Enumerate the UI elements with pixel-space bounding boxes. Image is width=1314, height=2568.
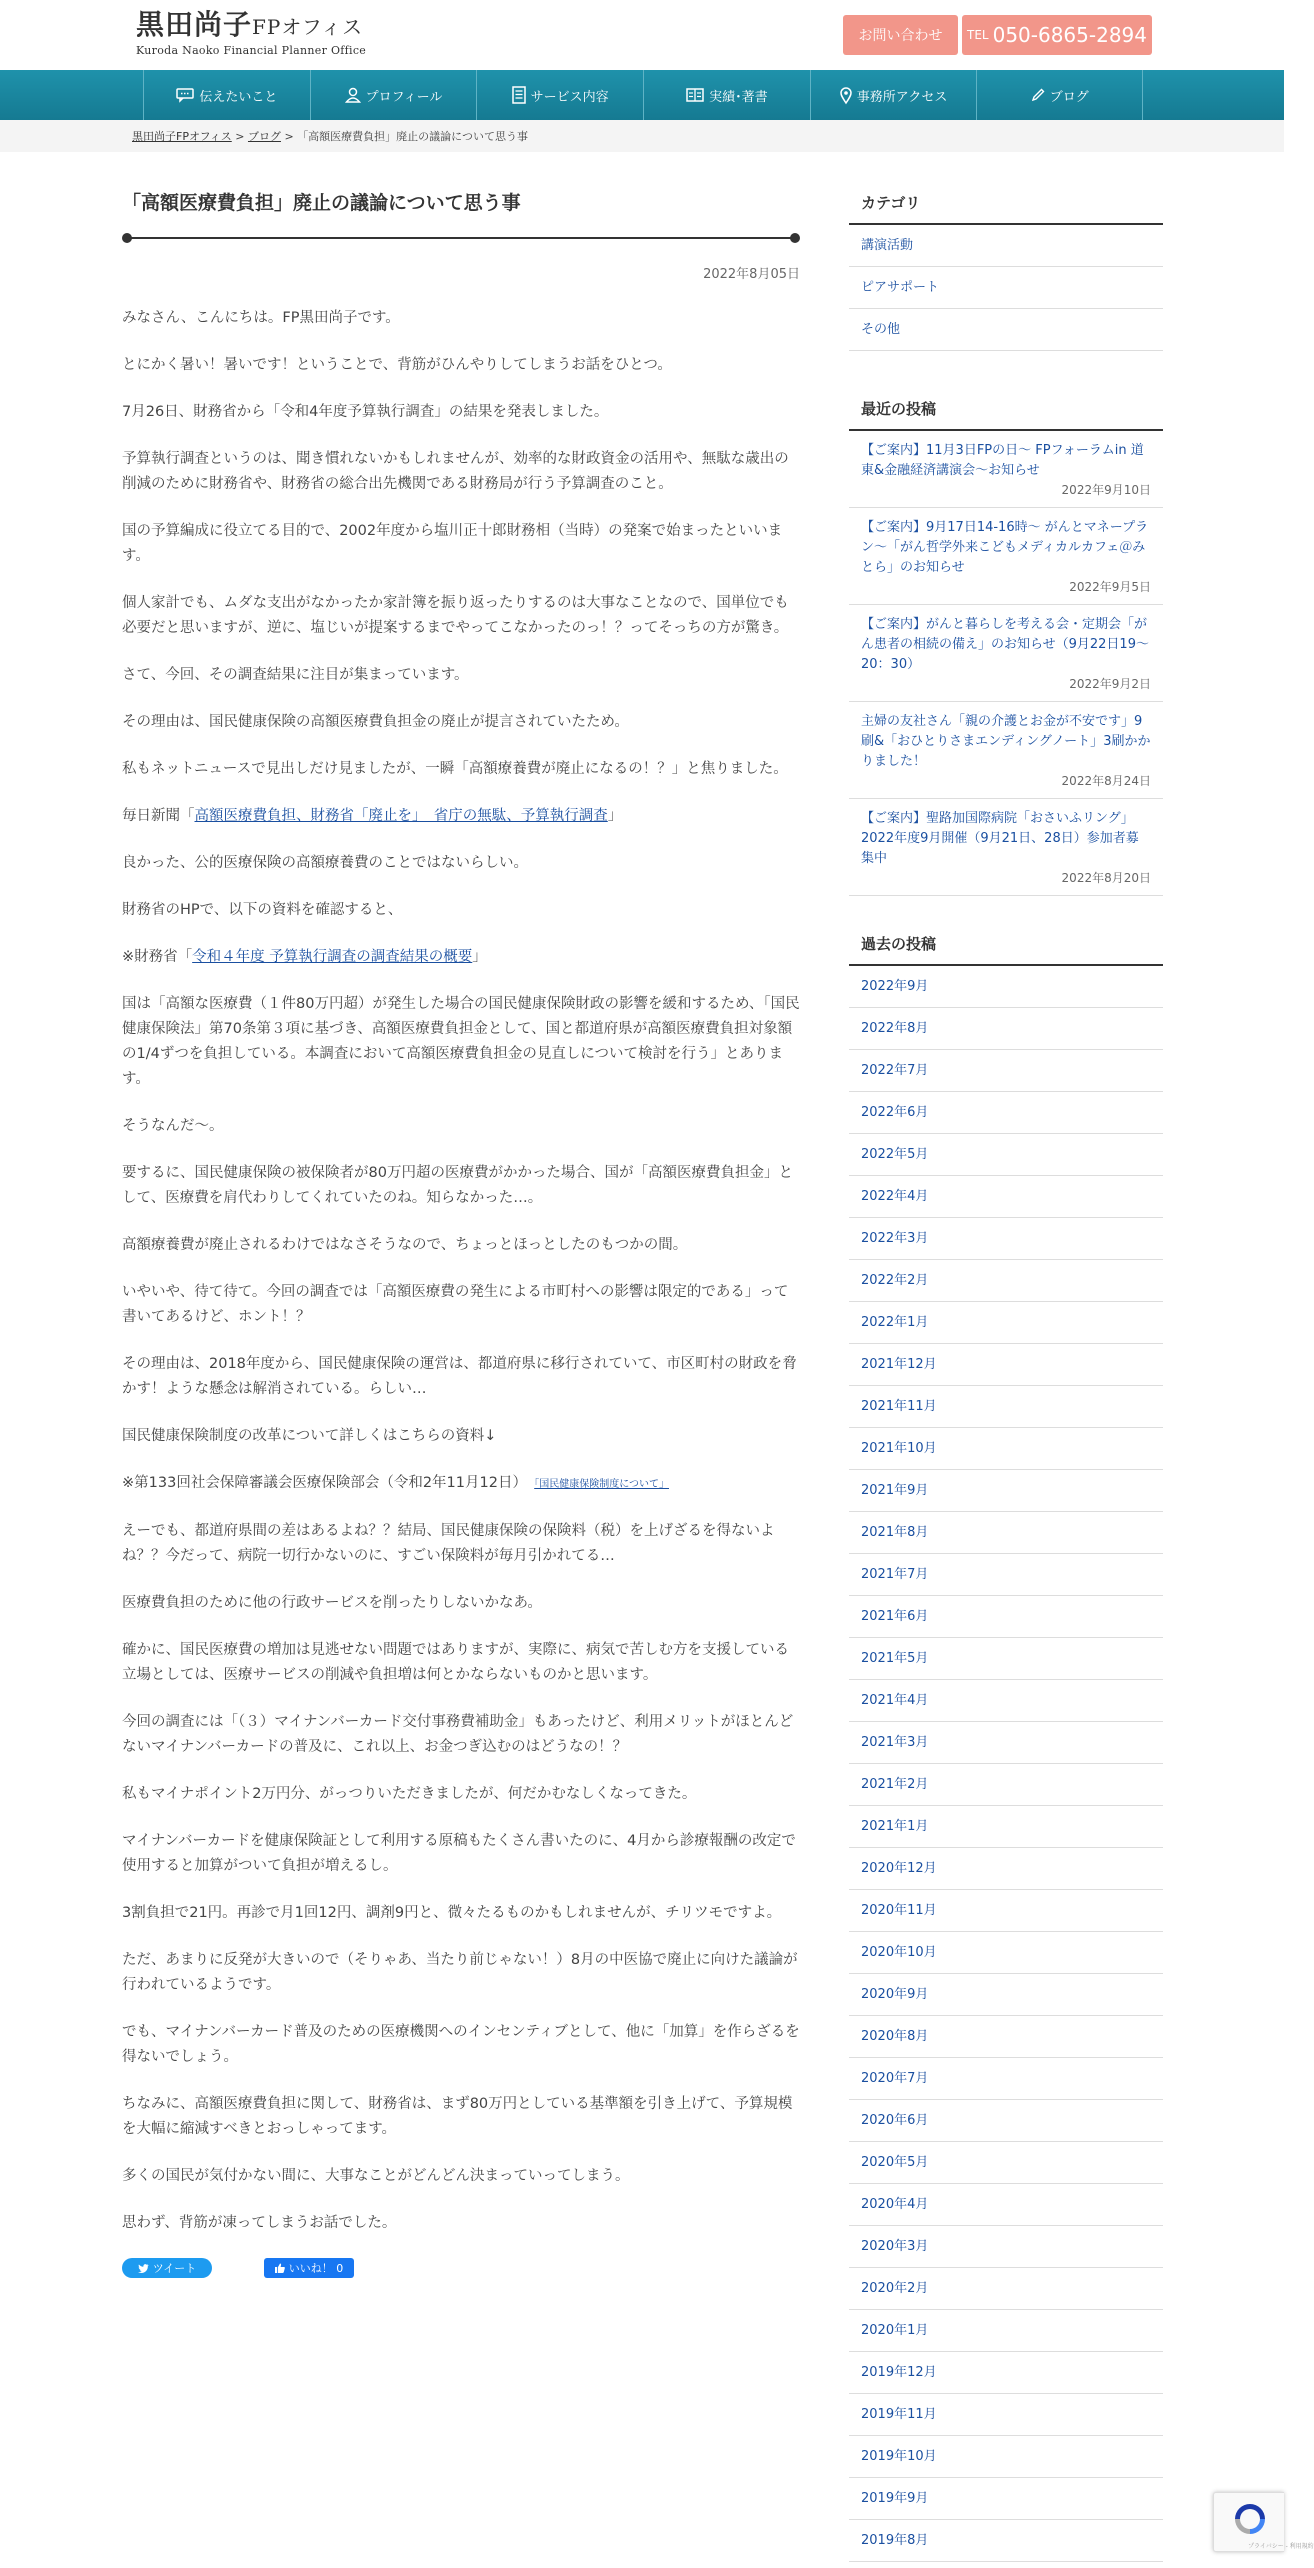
- paragraph: とにかく暑い！暑いです！ということで、背筋がひんやりしてしまうお話をひとつ。: [122, 357, 672, 373]
- archive-link[interactable]: 2020年6月: [849, 2100, 1163, 2142]
- site-logo[interactable]: [136, 8, 376, 62]
- article-title: 「高額医療費負担」廃止の議論について思う事: [122, 192, 521, 214]
- category-link[interactable]: その他: [849, 309, 1163, 351]
- book-icon: [686, 88, 704, 102]
- recent-post-title[interactable]: 【ご案内】がんと暮らしを考える会・定期会「がん患者の相続の備え」のお知らせ（9月22日19～20：30）: [861, 617, 1149, 672]
- breadcrumb-home-link[interactable]: 黒田尚子FPオフィス: [132, 130, 232, 143]
- pencil-icon: [1031, 88, 1045, 102]
- mof-report-link[interactable]: 令和４年度 予算執行調査の調査結果の概要: [192, 949, 473, 965]
- archive-list: [849, 966, 1163, 2562]
- nav-label: プロフィール: [365, 89, 443, 105]
- paragraph: 多くの国民が気付かない間に、大事なことがどんどん決まっていってしまう。: [122, 2168, 630, 2184]
- document-icon: [512, 86, 526, 104]
- paragraph: えーでも、都道府県間の差はあるよね？？結局、国民健康保険の保険料（税）を上げざるを得ないよね？？今だって、病院一切行かないのに、すごい保険料が毎月引かれてる…: [122, 1523, 775, 1564]
- archive-link[interactable]: 2022年3月: [849, 1218, 1163, 1260]
- location-pin-icon: [840, 87, 852, 104]
- paragraph: 今回の調査には「（３）マイナンバーカード交付事務費補助金」もあったけど、利用メリットがほとんどないマイナンバーカードの普及に、これ以上、お金つぎ込むのはどうなの！？: [122, 1714, 794, 1755]
- nav-label: 伝えたいこと: [199, 89, 278, 105]
- archive-link[interactable]: 2020年12月: [849, 1848, 1163, 1890]
- facebook-like-button[interactable]: いいね！ 0: [264, 2258, 354, 2278]
- archive-widget: [849, 926, 1163, 2562]
- categories-widget: [849, 185, 1163, 351]
- archive-link[interactable]: 2020年5月: [849, 2142, 1163, 2184]
- paragraph: 予算執行調査というのは、聞き慣れないかもしれませんが、効率的な財政資金の活用や、無駄な歳出の削減のために財務省や、財務省の総合出先機関である財務局が行う予算調査のこと。: [122, 451, 789, 492]
- paragraph: ※第133回社会保障審議会医療保険部会（令和2年11月12日） 「国民健康保険制度について」: [122, 1475, 670, 1491]
- nav-label: ブログ: [1049, 89, 1089, 105]
- logo-title: 黒田尚子FPオフィス: [136, 8, 364, 41]
- archive-link[interactable]: 2020年10月: [849, 1932, 1163, 1974]
- nhi-system-link[interactable]: 「国民健康保険制度について」: [534, 1479, 670, 1490]
- archive-link[interactable]: 2020年11月: [849, 1890, 1163, 1932]
- archive-link[interactable]: 2022年4月: [849, 1176, 1163, 1218]
- category-link[interactable]: 講演活動: [849, 225, 1163, 267]
- recent-post-date: 2022年8月24日: [1061, 774, 1151, 788]
- nav-item-services[interactable]: [476, 70, 643, 120]
- archive-link[interactable]: 2020年1月: [849, 2310, 1163, 2352]
- paragraph: 良かった、公的医療保険の高額療養費のことではないらしい。: [122, 855, 528, 871]
- archive-link[interactable]: 2022年5月: [849, 1134, 1163, 1176]
- recent-post-title[interactable]: 【ご案内】聖路加国際病院「おさいふリング」2022年度9月開催（9月21日、28日）参加者募集中: [861, 811, 1139, 866]
- archive-link[interactable]: 2020年3月: [849, 2226, 1163, 2268]
- recent-posts-widget: [849, 391, 1163, 896]
- archive-link[interactable]: 2021年9月: [849, 1470, 1163, 1512]
- recaptcha-icon: [1232, 2501, 1268, 2537]
- article: [122, 190, 800, 2278]
- paragraph: 国の予算編成に役立てる目的で、2002年度から塩川正十郎財務相（当時）の発案で始まったといいます。: [122, 523, 783, 564]
- paragraph: いやいや、待て待て。今回の調査では「高額医療費の発生による市町村への影響は限定的である」って書いてあるけど、ホント！？: [122, 1284, 789, 1325]
- paragraph: 私もマイナポイント2万円分、がっつりいただきましたが、何だかむなしくなってきた。: [122, 1786, 697, 1802]
- paragraph: 高額療養費が廃止されるわけではなさそうなので、ちょっとほっとしたのもつかの間。: [122, 1237, 688, 1253]
- widget-title: 過去の投稿: [849, 926, 1163, 966]
- main-nav: [0, 70, 1284, 120]
- paragraph: 私もネットニュースで見出しだけ見ましたが、一瞬「高額療養費が廃止になるの！？」と焦りました。: [122, 761, 788, 777]
- archive-link[interactable]: 2021年12月: [849, 1344, 1163, 1386]
- paragraph: 思わず、背筋が凍ってしまうお話でした。: [122, 2215, 397, 2231]
- nav-item-access[interactable]: [810, 70, 977, 120]
- archive-link[interactable]: 2021年4月: [849, 1680, 1163, 1722]
- recent-post[interactable]: [849, 605, 1163, 702]
- thumbs-up-icon: [275, 2263, 285, 2273]
- recent-post-date: 2022年9月10日: [1061, 483, 1151, 497]
- paragraph: ただ、あまりに反発が大きいので（そりゃあ、当たり前じゃない！）8月の中医協で廃止に向けた議論が行われているようです。: [122, 1952, 798, 1993]
- paragraph: ※財務省「令和４年度 予算執行調査の調査結果の概要」: [122, 949, 487, 965]
- archive-link[interactable]: 2020年2月: [849, 2268, 1163, 2310]
- paragraph: 国民健康保険制度の改革について詳しくはこちらの資料↓: [122, 1428, 497, 1444]
- archive-link[interactable]: 2022年8月: [849, 1008, 1163, 1050]
- logo-subtitle: Kuroda Naoko Financial Planner Office: [136, 44, 367, 57]
- tweet-button[interactable]: ツイート: [122, 2258, 212, 2278]
- widget-title: カテゴリ: [849, 185, 1163, 225]
- archive-link[interactable]: 2022年9月: [849, 966, 1163, 1008]
- share-buttons: [122, 2258, 800, 2278]
- category-link[interactable]: ピアサポート: [849, 267, 1163, 309]
- paragraph: でも、マイナンバーカード普及のための医療機関へのインセンティブとして、他に「加算」を作らざるを得ないでしょう。: [122, 2024, 800, 2065]
- archive-link[interactable]: 2020年9月: [849, 1974, 1163, 2016]
- recent-post[interactable]: [849, 508, 1163, 605]
- paragraph: 要するに、国民健康保険の被保険者が80万円超の医療費がかかった場合、国が「高額医療費負担金」として、医療費を肩代わりしてくれていたのね。知らなかった…。: [122, 1165, 793, 1206]
- archive-link[interactable]: 2021年7月: [849, 1554, 1163, 1596]
- archive-link[interactable]: 2022年7月: [849, 1050, 1163, 1092]
- nav-label: サービス内容: [530, 89, 609, 105]
- paragraph: さて、今回、その調査結果に注目が集まっています。: [122, 667, 469, 683]
- archive-link[interactable]: 2021年3月: [849, 1722, 1163, 1764]
- recent-post[interactable]: [849, 702, 1163, 799]
- recent-post[interactable]: [849, 799, 1163, 896]
- paragraph: その理由は、国民健康保険の高額医療費負担金の廃止が提言されていたため。: [122, 714, 629, 730]
- archive-link[interactable]: 2021年11月: [849, 1386, 1163, 1428]
- recent-post-date: 2022年8月20日: [1061, 871, 1151, 885]
- tel-prefix: TEL: [966, 28, 989, 42]
- recaptcha-badge[interactable]: [1213, 2492, 1314, 2552]
- archive-link[interactable]: 2021年5月: [849, 1638, 1163, 1680]
- recent-post-title[interactable]: 主婦の友社さん「親の介護とお金が不安です」9刷&「おひとりさまエンディングノート」3刷かかりました！: [861, 714, 1151, 769]
- recent-post[interactable]: [849, 431, 1163, 508]
- paragraph: 医療費負担のために他の行政サービスを削ったりしないかなあ。: [122, 1595, 542, 1611]
- nav-label: 事務所アクセス: [856, 89, 948, 105]
- breadcrumb-blog-link[interactable]: ブログ: [247, 130, 281, 143]
- article-body: [122, 306, 800, 2236]
- paragraph: ちなみに、高額医療費負担に関して、財務省は、まず80万円としている基準額を引き上げて、予算規模を大幅に縮減すべきとおっしゃってます。: [122, 2096, 793, 2137]
- paragraph: マイナンバーカードを健康保険証として利用する原稿もたくさん書いたのに、4月から診療報酬の改定で使用すると加算がついて負担が増えるし。: [122, 1833, 796, 1874]
- paragraph: その理由は、2018年度から、国民健康保険の運営は、都道府県に移行されていて、市区町村の財政を脅かす！ような懸念は解消されている。らしい…: [122, 1356, 797, 1397]
- recent-post-title[interactable]: 【ご案内】11月3日FPの日～ FPフォーラムin 道東&金融経済講演会～お知らせ: [861, 443, 1144, 478]
- bird-icon: [138, 2264, 149, 2273]
- contact-button[interactable]: お問い合わせ: [843, 15, 958, 55]
- nav-item-message[interactable]: [143, 70, 310, 120]
- title-divider: [122, 233, 800, 243]
- archive-link[interactable]: 2021年1月: [849, 1806, 1163, 1848]
- archive-link[interactable]: 2022年6月: [849, 1092, 1163, 1134]
- archive-link[interactable]: 2019年8月: [849, 2520, 1163, 2562]
- archive-link[interactable]: 2022年1月: [849, 1302, 1163, 1344]
- tel-button[interactable]: [962, 15, 1152, 55]
- breadcrumb-bar: [0, 120, 1284, 152]
- breadcrumb: 黒田尚子FPオフィス > ブログ > 「高額医療費負担」廃止の議論について思う事: [132, 130, 528, 143]
- widget-title: 最近の投稿: [849, 391, 1163, 431]
- archive-link[interactable]: 2021年8月: [849, 1512, 1163, 1554]
- archive-link[interactable]: 2019年12月: [849, 2352, 1163, 2394]
- archive-link[interactable]: 2020年7月: [849, 2058, 1163, 2100]
- paragraph: 個人家計でも、ムダな支出がなかったか家計簿を振り返ったりするのは大事なことなので、国単位でも必要だと思いますが、逆に、塩じいが提案するまでやってこなかったのっ！？ってそっちの方が驚き。: [122, 595, 789, 636]
- site-header: [0, 0, 1284, 70]
- archive-link[interactable]: 2020年8月: [849, 2016, 1163, 2058]
- recent-post-title[interactable]: 【ご案内】9月17日14-16時～ がんとマネープラン～「がん哲学外来こどもメディカルカフェ＠みとら」のお知らせ: [861, 520, 1149, 575]
- tel-number: 050-6865-2894: [992, 23, 1147, 47]
- nav-item-profile[interactable]: [310, 70, 477, 120]
- archive-link[interactable]: 2022年2月: [849, 1260, 1163, 1302]
- paragraph: 7月26日、財務省から「令和4年度予算執行調査」の結果を発表しました。: [122, 404, 609, 420]
- paragraph: 財務省のHPで、以下の資料を確認すると、: [122, 902, 403, 918]
- nav-item-works[interactable]: [643, 70, 810, 120]
- archive-link[interactable]: 2019年10月: [849, 2436, 1163, 2478]
- archive-link[interactable]: 2020年4月: [849, 2184, 1163, 2226]
- speech-icon: [176, 88, 194, 102]
- recaptcha-terms[interactable]: プライバシー - 利用規約: [1248, 2543, 1314, 2550]
- paragraph: 国は「高額な医療費（１件80万円超）が発生した場合の国民健康保険財政の影響を緩和するため、「国民健康保険法」第70条第３項に基づき、高額医療費負担金として、国と都道府県が高額医療費負担対象額の1/4ずつを負担している。本調査において高額医療費負担金の見直しについて検討を行う」とあります。: [122, 996, 800, 1087]
- archive-link[interactable]: 2021年10月: [849, 1428, 1163, 1470]
- paragraph: 3割負担で21円。再診で月1回12円、調剤9円と、微々たるものかもしれませんが、チリツモですよ。: [122, 1905, 782, 1921]
- archive-link[interactable]: 2021年2月: [849, 1764, 1163, 1806]
- nav-item-blog[interactable]: [976, 70, 1143, 120]
- category-list: [849, 225, 1163, 351]
- paragraph: みなさん、こんにちは。FP黒田尚子です。: [122, 310, 400, 326]
- sidebar: [849, 185, 1163, 2562]
- article-date: 2022年8月05日: [703, 267, 800, 282]
- recent-post-date: 2022年9月5日: [1069, 580, 1151, 594]
- paragraph: 確かに、国民医療費の増加は見逃せない問題ではありますが、実際に、病気で苦しむ方を支援している立場としては、医療サービスの削減や負担増は何とかならないものかと思います。: [122, 1642, 789, 1683]
- breadcrumb-current: 「高額医療費負担」廃止の議論について思う事: [297, 130, 528, 143]
- archive-link[interactable]: 2021年6月: [849, 1596, 1163, 1638]
- archive-link[interactable]: 2019年9月: [849, 2478, 1163, 2520]
- paragraph: そうなんだ～。: [122, 1118, 224, 1134]
- recent-post-date: 2022年9月2日: [1069, 677, 1151, 691]
- paragraph: 毎日新聞「高額医療費負担、財務省「廃止を」 省庁の無駄、予算執行調査」: [122, 808, 623, 824]
- person-icon: [345, 87, 361, 103]
- mainichi-news-link[interactable]: 高額医療費負担、財務省「廃止を」 省庁の無駄、予算執行調査: [194, 808, 608, 824]
- nav-label: 実績･著書: [709, 89, 768, 105]
- archive-link[interactable]: 2019年11月: [849, 2394, 1163, 2436]
